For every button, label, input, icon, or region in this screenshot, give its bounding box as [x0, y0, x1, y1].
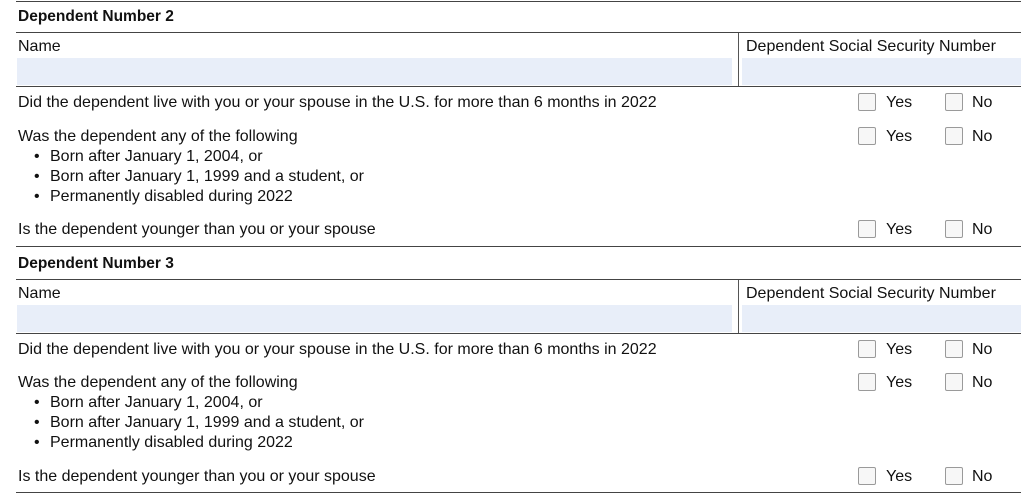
column-divider — [738, 33, 739, 86]
section-bottom-rule — [16, 492, 1021, 493]
question-any-of-following: Was the dependent any of the following — [18, 128, 298, 145]
no-label: No — [972, 128, 993, 145]
name-label: Name — [18, 285, 61, 302]
bullet-text: Permanently disabled during 2022 — [50, 434, 293, 451]
bullet-item — [34, 167, 364, 187]
section-top-rule — [16, 246, 1021, 247]
bullet-item — [34, 187, 293, 207]
name-label: Name — [18, 38, 61, 55]
bullet-glyph: • — [34, 394, 40, 411]
section-heading: Dependent Number 3 — [18, 255, 174, 272]
section-heading: Dependent Number 2 — [18, 8, 174, 25]
no-label: No — [972, 468, 993, 485]
yes-checkbox[interactable] — [858, 340, 876, 358]
no-checkbox[interactable] — [945, 467, 963, 485]
section-heading-rule — [16, 279, 1021, 280]
bullet-glyph: • — [34, 434, 40, 451]
question-lived-with-you: Did the dependent live with you or your spouse in the U.S. for more than 6 months in 2022 — [18, 94, 657, 111]
bullet-glyph: • — [34, 188, 40, 205]
question-any-of-following: Was the dependent any of the following — [18, 374, 298, 391]
yes-label: Yes — [886, 128, 913, 145]
fields-bottom-rule — [16, 86, 1021, 87]
name-field[interactable] — [17, 305, 732, 332]
name-field[interactable] — [17, 58, 732, 85]
section-top-rule — [16, 1, 1021, 2]
yes-checkbox[interactable] — [858, 127, 876, 145]
no-label: No — [972, 221, 993, 238]
question-lived-with-you: Did the dependent live with you or your spouse in the U.S. for more than 6 months in 2022 — [18, 341, 657, 358]
no-checkbox[interactable] — [945, 220, 963, 238]
no-label: No — [972, 341, 993, 358]
bullet-glyph: • — [34, 168, 40, 185]
ssn-field[interactable] — [742, 305, 1021, 332]
bullet-text: Born after January 1, 2004, or — [50, 148, 263, 165]
bullet-text: Permanently disabled during 2022 — [50, 188, 293, 205]
bullet-item — [34, 393, 263, 413]
column-divider — [738, 280, 739, 333]
ssn-label: Dependent Social Security Number — [746, 285, 996, 302]
ssn-field[interactable] — [742, 58, 1021, 85]
yes-checkbox[interactable] — [858, 220, 876, 238]
yes-checkbox[interactable] — [858, 373, 876, 391]
question-younger: Is the dependent younger than you or your spouse — [18, 468, 376, 485]
no-checkbox[interactable] — [945, 373, 963, 391]
bullet-glyph: • — [34, 414, 40, 431]
section-heading-rule — [16, 32, 1021, 33]
bullet-text: Born after January 1, 1999 and a student, or — [50, 414, 364, 431]
yes-label: Yes — [886, 374, 913, 391]
yes-label: Yes — [886, 468, 913, 485]
yes-label: Yes — [886, 221, 913, 238]
bullet-text: Born after January 1, 2004, or — [50, 394, 263, 411]
ssn-label: Dependent Social Security Number — [746, 38, 996, 55]
no-checkbox[interactable] — [945, 127, 963, 145]
yes-checkbox[interactable] — [858, 467, 876, 485]
yes-checkbox[interactable] — [858, 93, 876, 111]
yes-label: Yes — [886, 341, 913, 358]
bullet-item — [34, 413, 364, 433]
no-label: No — [972, 374, 993, 391]
no-label: No — [972, 94, 993, 111]
yes-label: Yes — [886, 94, 913, 111]
no-checkbox[interactable] — [945, 340, 963, 358]
fields-bottom-rule — [16, 333, 1021, 334]
no-checkbox[interactable] — [945, 93, 963, 111]
bullet-text: Born after January 1, 1999 and a student, or — [50, 168, 364, 185]
bullet-glyph: • — [34, 148, 40, 165]
bullet-item — [34, 433, 293, 453]
question-younger: Is the dependent younger than you or your spouse — [18, 221, 376, 238]
bullet-item — [34, 147, 263, 167]
